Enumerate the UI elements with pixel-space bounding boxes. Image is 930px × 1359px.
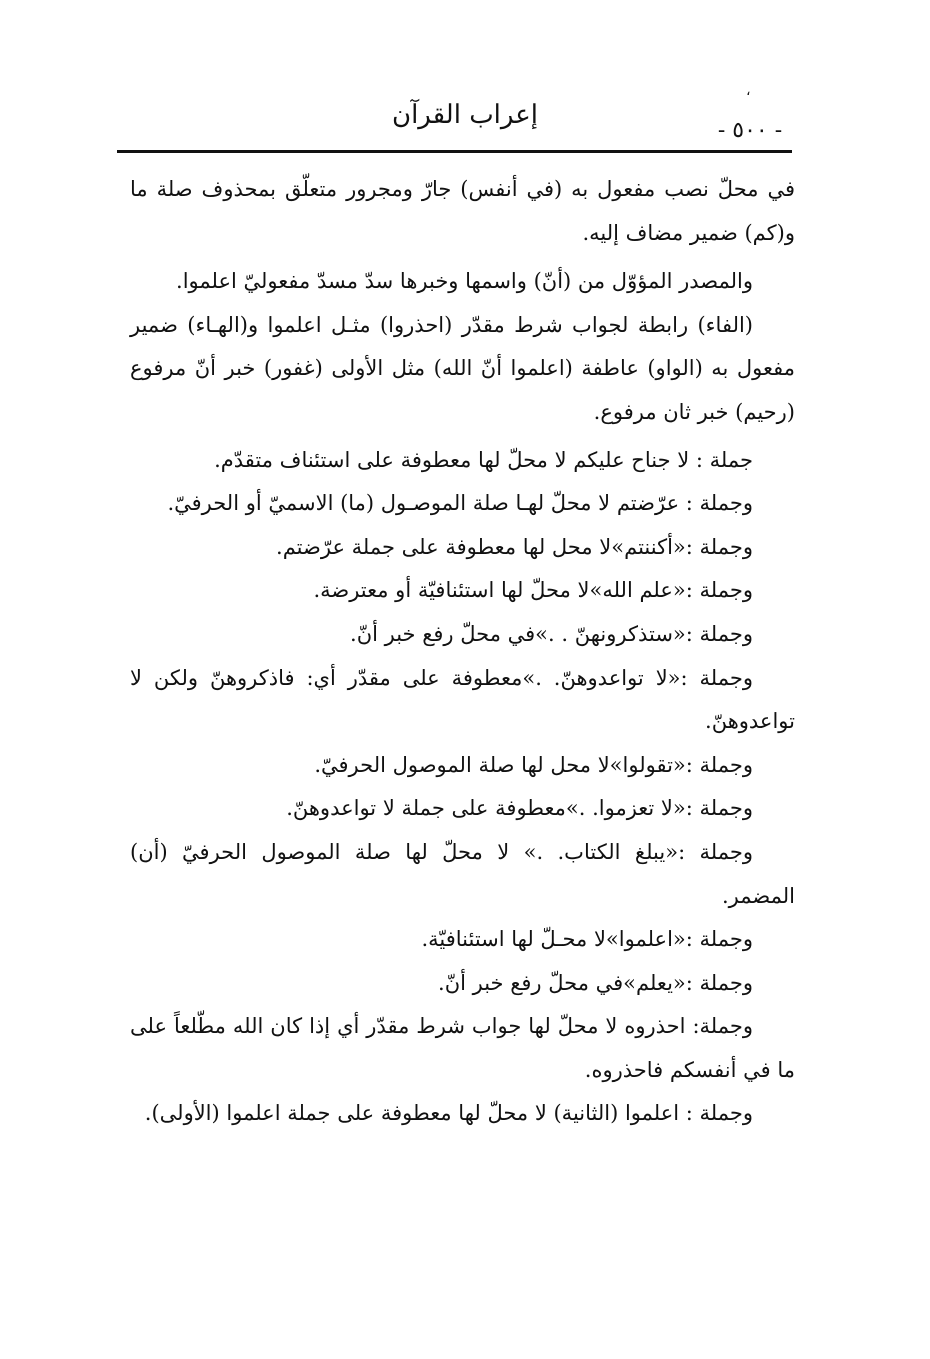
intro-paragraph-1: في محلّ نصب مفعول به (في أنفس) جارّ ومجرور متعلّق بمحذوف صلة ما و(كم) ضمير مضاف إليه. xyxy=(130,177,795,245)
body-text xyxy=(130,168,795,1136)
corner-mark: ، xyxy=(746,83,751,99)
running-title: إعراب القرآن xyxy=(391,100,538,130)
sentence-item: وجملة : عرّضتم لا محلّ لهـا صلة الموصـول (ما) الاسميّ أو الحرفيّ. xyxy=(167,491,753,516)
header-rule xyxy=(117,150,792,153)
intro-paragraph-2: والمصدر المؤوّل من (أنّ) واسمها وخبرها سدّ مسدّ مفعوليّ اعلموا. xyxy=(176,269,753,294)
page-number: - ٥٠٠ - xyxy=(717,118,783,143)
sentence-item: جملة : لا جناح عليكم لا محلّ لها معطوفة على استئناف متقدّم. xyxy=(214,447,753,472)
sentence-item: وجملة :«لا تعزموا. .»معطوفة على جملة لا تواعدوهنّ. xyxy=(286,796,753,821)
sentence-item: وجملة :«يعلم»في محلّ رفع خبر أنّ. xyxy=(438,970,753,995)
sentence-item: وجملة: احذروه لا محلّ لها جواب شرط مقدّر أي إذا كان الله مطّلعاً على ما في أنفسكم فاحذروه. xyxy=(130,1014,795,1082)
sentence-item: وجملة :«اعلموا»لا محـلّ لها استئنافيّة. xyxy=(421,927,753,952)
sentence-item: وجملة :«ستذكرونهنّ . .»في محلّ رفع خبر أنّ. xyxy=(350,621,753,646)
sentence-item: وجملة : اعلموا (الثانية) لا محلّ لها معطوفة على جملة اعلموا (الأولى). xyxy=(144,1101,753,1126)
sentence-item: وجملة :«أكننتم»لا محل لها معطوفة على جملة عرّضتم. xyxy=(276,534,753,559)
sentence-item: وجملة :«لا تواعدوهنّ. .»معطوفة على مقدّر أي: فاذكروهنّ ولكن لا تواعدوهنّ. xyxy=(130,665,795,734)
intro-paragraph-3: (الفاء) رابطة لجواب شرط مقدّر (احذروا) مثـل اعلموا و(الهـاء) ضمير مفعول به (الواو) عاطفة (اعلموا أنّ الله) مثل الأولى (غفور) خبر أنّ مرفوع (رحيم) خبر ثان مرفوع. xyxy=(130,312,795,424)
sentence-item: وجملة :«تقولوا»لا محل لها صلة الموصول الحرفيّ. xyxy=(314,752,753,777)
sentence-item: وجملة :«علم الله»لا محلّ لها استئنافيّة أو معترضة. xyxy=(313,578,753,603)
sentence-item: وجملة :«يبلغ الكتاب. .» لا محلّ لها صلة الموصول الحرفيّ (أن) المضمر. xyxy=(130,839,795,908)
